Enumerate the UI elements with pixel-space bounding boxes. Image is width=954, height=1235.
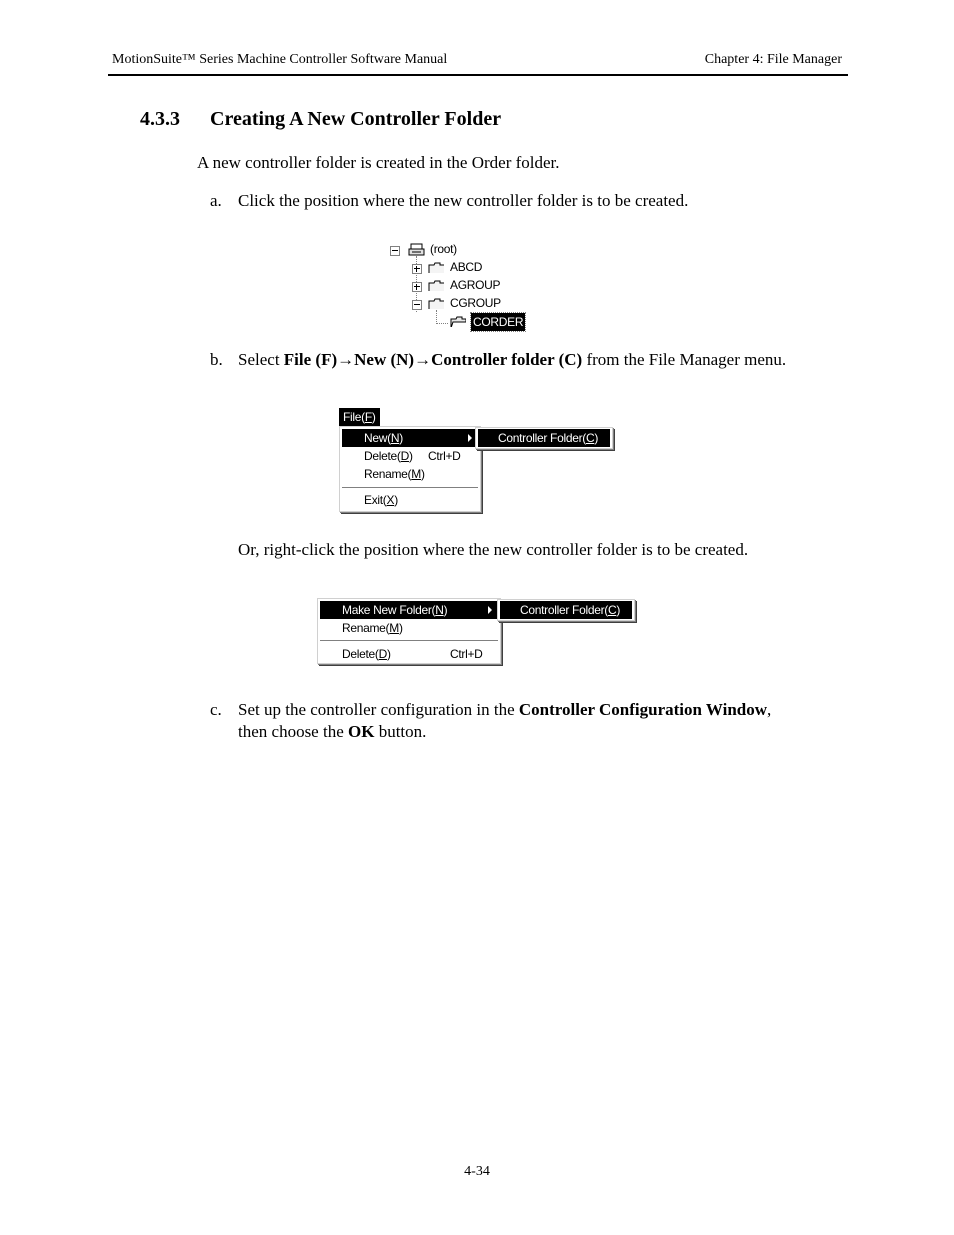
- step-c-text: [238, 699, 848, 743]
- section-title: Creating A New Controller Folder: [210, 108, 502, 130]
- step-c-line2-pre: then choose the: [238, 722, 348, 741]
- menu-item-rename[interactable]: Rename(M): [364, 467, 425, 481]
- menu-item-controller-folder[interactable]: Controller Folder(C): [478, 429, 610, 447]
- step-a-letter: a.: [210, 191, 222, 210]
- step-a-text: Click the position where the new controller folder is to be created.: [238, 191, 689, 210]
- step-c-ok: OK: [348, 722, 375, 741]
- step-c-line1: [238, 699, 848, 721]
- expand-icon[interactable]: [412, 282, 422, 292]
- step-c-window-name: Controller Configuration Window: [518, 700, 768, 719]
- intro-paragraph: A new controller folder is created in the Order folder.: [197, 153, 560, 172]
- menu-item-rename[interactable]: Rename(M): [342, 621, 403, 635]
- context-menu-screenshot: [317, 598, 641, 668]
- menu-item-new[interactable]: New(N): [342, 429, 478, 447]
- controller-drive-icon: [408, 241, 426, 257]
- submenu-arrow-icon: [468, 434, 472, 442]
- header-rule: [108, 74, 848, 76]
- menu-separator: [342, 487, 478, 489]
- or-right-click-text: Or, right-click the position where the new controller folder is to be created.: [238, 540, 749, 559]
- collapse-icon[interactable]: [412, 300, 422, 310]
- step-b-pre: Select: [238, 350, 284, 369]
- tree-item-root[interactable]: (root): [430, 242, 457, 256]
- tree-connector: [436, 323, 448, 324]
- menu-item-delete-shortcut: Ctrl+D: [428, 449, 461, 463]
- expand-icon[interactable]: [412, 264, 422, 274]
- folder-icon: [428, 298, 444, 309]
- header-chapter: Chapter 4: File Manager: [704, 52, 842, 67]
- step-b-controller-folder: Controller folder (C): [431, 350, 583, 369]
- step-b-file: File (F): [283, 350, 338, 369]
- menu-item-make-new-folder[interactable]: Make New Folder(N): [320, 601, 498, 619]
- context-menu: [317, 598, 501, 664]
- step-b-post: from the File Manager menu.: [582, 350, 787, 369]
- header-manual-title: MotionSuite™ Series Machine Controller Software Manual: [112, 52, 448, 67]
- step-b-arrow: →: [414, 350, 432, 369]
- tree-item-cgroup[interactable]: CGROUP: [450, 296, 501, 310]
- menu-item-delete[interactable]: Delete(D): [342, 647, 391, 661]
- new-submenu: [475, 427, 613, 449]
- tree-item-corder-selected[interactable]: CORDER: [473, 315, 524, 329]
- open-folder-icon: [450, 316, 466, 327]
- step-c-pre: Set up the controller configuration in the: [238, 700, 519, 719]
- step-c-line2: [238, 721, 848, 743]
- file-dropdown: [339, 426, 481, 512]
- folder-tree-view: [386, 238, 536, 334]
- page-number: 4-34: [464, 1164, 490, 1179]
- submenu-arrow-icon: [488, 606, 492, 614]
- step-c-line2-post: button.: [374, 722, 427, 741]
- menu-bar-file[interactable]: File(F): [339, 408, 380, 426]
- folder-icon: [428, 280, 444, 291]
- step-b-text: [238, 349, 848, 371]
- step-b-arrow: →: [337, 350, 355, 369]
- menu-item-delete[interactable]: Delete(D): [364, 449, 413, 463]
- tree-item-abcd[interactable]: ABCD: [450, 260, 483, 274]
- menu-item-exit[interactable]: Exit(X): [364, 493, 398, 507]
- folder-icon: [428, 262, 444, 273]
- menu-separator: [320, 640, 498, 642]
- tree-item-agroup[interactable]: AGROUP: [450, 278, 501, 292]
- collapse-icon[interactable]: [390, 246, 400, 256]
- step-c-comma: ,: [767, 700, 772, 719]
- file-menu-screenshot: [339, 408, 619, 514]
- step-c-letter: c.: [210, 700, 222, 719]
- menu-item-controller-folder[interactable]: Controller Folder(C): [500, 601, 632, 619]
- make-new-folder-submenu: [497, 599, 635, 621]
- step-b-new: New (N): [354, 350, 415, 369]
- menu-item-delete-shortcut: Ctrl+D: [450, 647, 483, 661]
- tree-connector: [436, 310, 437, 324]
- step-b-letter: b.: [210, 350, 223, 369]
- section-number: 4.3.3: [140, 108, 180, 130]
